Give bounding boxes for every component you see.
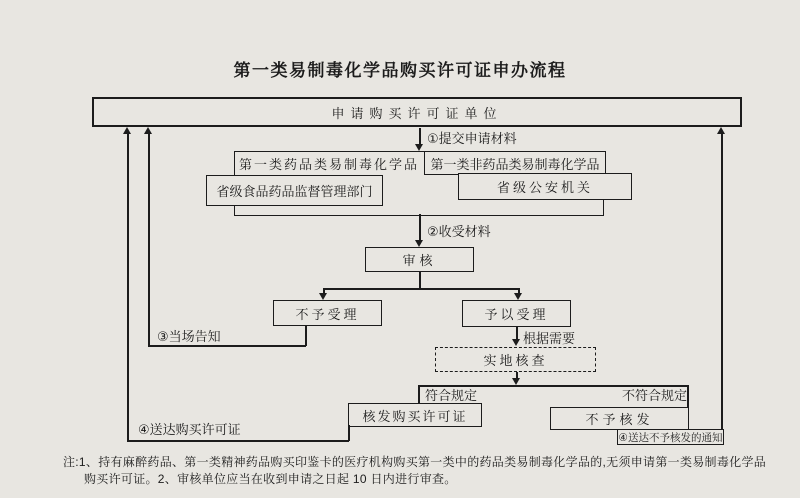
- issue-license-label: 核发购买许可证: [362, 408, 468, 424]
- issue-license-box: [348, 403, 482, 427]
- arrow-down-icon: [415, 240, 423, 247]
- connector-line: [348, 425, 350, 441]
- arrow-up-icon: [144, 127, 152, 134]
- not-issue-box: [550, 407, 689, 430]
- not-comply-label: 不符合规定: [622, 388, 688, 403]
- connector-line: [419, 128, 421, 145]
- connector-line: [323, 288, 519, 290]
- connector-line: [721, 133, 723, 430]
- connector-line: [148, 133, 150, 346]
- category-right-box: [424, 151, 606, 175]
- site-check-label: 实地核查: [483, 353, 548, 368]
- site-check-box: [435, 347, 596, 372]
- food-drug-authority-label: 省级食品药品监督管理部门: [216, 184, 373, 199]
- connector-line: [305, 326, 307, 346]
- accepted-label: 予以受理: [484, 307, 549, 322]
- public-security-box: [458, 173, 632, 200]
- step2-label: ②收受材料: [427, 224, 491, 239]
- connector-line: [418, 385, 420, 404]
- applicant-label: 申请购买许可证单位: [331, 105, 503, 121]
- step4-label: ④送达购买许可证: [138, 422, 241, 437]
- review-box: [365, 247, 474, 272]
- category-right-label: 第一类非药品类易制毒化学品: [430, 156, 600, 172]
- as-needed-label: 根据需要: [523, 331, 576, 346]
- connector-line: [687, 385, 689, 408]
- connector-line: [148, 345, 306, 347]
- arrow-down-icon: [512, 378, 520, 385]
- food-drug-authority-box: [206, 175, 383, 206]
- connector-line: [516, 326, 518, 340]
- public-security-label: 省级公安机关: [496, 180, 593, 195]
- not-accepted-label: 不予受理: [295, 306, 360, 322]
- not-accepted-box: [273, 300, 382, 326]
- arrow-down-icon: [319, 293, 327, 300]
- refusal-notice-box: [617, 429, 724, 445]
- arrow-down-icon: [415, 144, 423, 151]
- not-issue-label: 不予核发: [585, 412, 654, 427]
- footnote-line2: 购买许可证。2、审核单位应当在收到申请之日起 10 日内进行审查。: [84, 472, 457, 486]
- accepted-box: [462, 300, 571, 327]
- step1-label: ①提交申请材料: [427, 131, 517, 146]
- arrow-down-icon: [512, 339, 520, 346]
- arrow-up-icon: [717, 127, 725, 134]
- connector-line: [419, 272, 421, 289]
- category-left-label: 第一类药品类易制毒化学品: [239, 157, 420, 172]
- connector-line: [127, 133, 129, 441]
- footnote-line1: 注:1、持有麻醉药品、第一类精神药品购买印鉴卡的医疗机构购买第一类中的药品类易制毒化学品的,无须申请第一类易制毒化学品: [63, 455, 767, 469]
- step3-label: ③当场告知: [157, 329, 221, 344]
- connector-line: [419, 214, 421, 241]
- applicant-box: [92, 97, 742, 127]
- connector-line: [127, 440, 349, 442]
- page-title: 第一类易制毒化学品购买许可证申办流程: [233, 61, 567, 80]
- comply-label: 符合规定: [425, 388, 478, 403]
- refusal-notice-label: ④送达不予核发的通知: [618, 431, 723, 444]
- arrow-down-icon: [514, 293, 522, 300]
- arrow-up-icon: [123, 127, 131, 134]
- review-label: 审核: [402, 253, 437, 268]
